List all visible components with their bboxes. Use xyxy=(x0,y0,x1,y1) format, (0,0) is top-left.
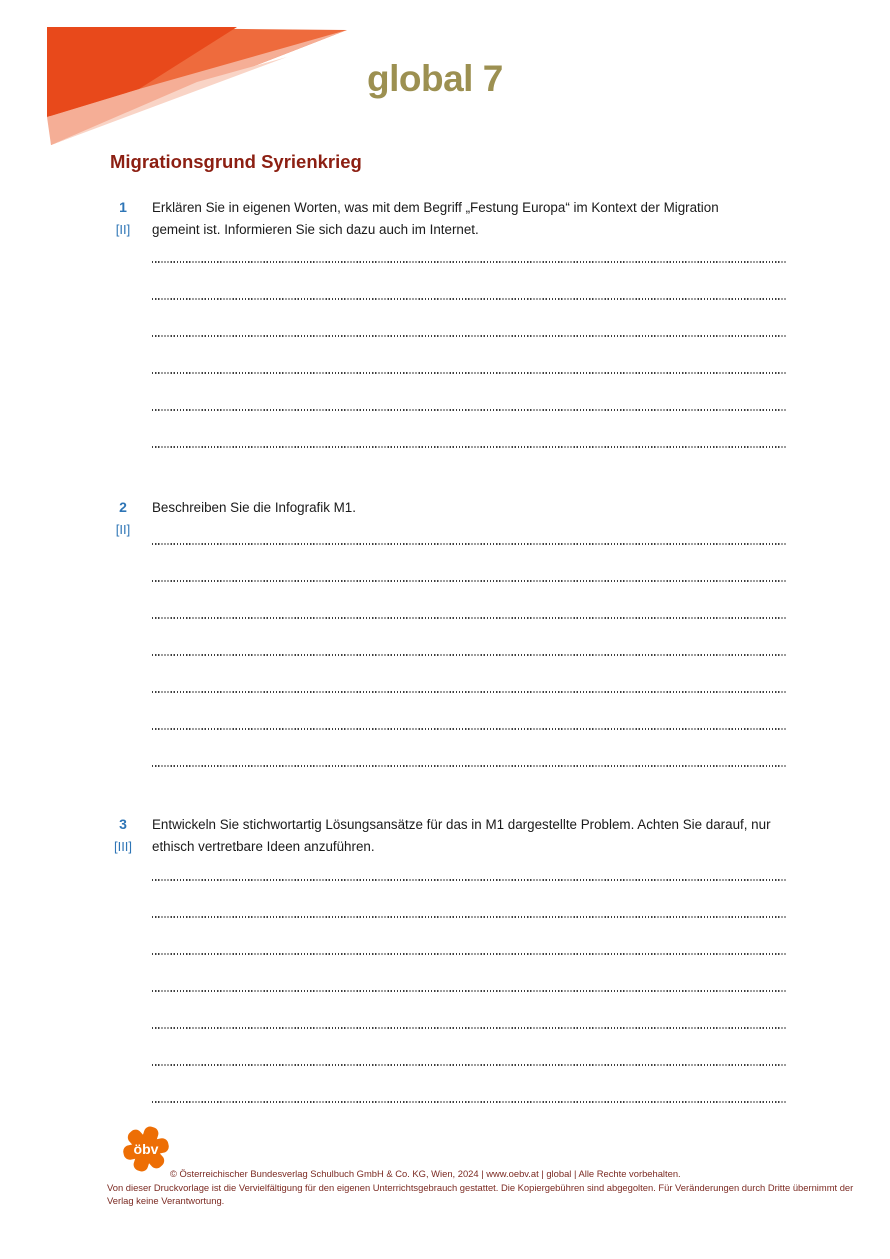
answer-line xyxy=(152,543,786,545)
task-text-line: Entwickeln Sie stichwortartig Lösungsansätze für das in M1 dargestellte Problem. Achten Sie darauf, nur xyxy=(152,817,771,832)
task-text-line: Beschreiben Sie die Infografik M1. xyxy=(152,500,356,515)
task-3-answer-lines xyxy=(152,879,786,1103)
task-number: 1 xyxy=(119,199,127,215)
answer-line xyxy=(152,691,786,693)
page-title: Migrationsgrund Syrienkrieg xyxy=(110,151,362,172)
task-text-line: Erklären Sie in eigenen Worten, was mit dem Begriff „Festung Europa“ im Kontext der Migration xyxy=(152,200,719,215)
footer-copyright-line: © Österreichischer Bundesverlag Schulbuch GmbH & Co. KG, Wien, 2024 | www.oebv.at | global | Alle Rechte vorbehalten. xyxy=(170,1168,681,1179)
task-number: 3 xyxy=(119,816,127,832)
answer-line xyxy=(152,1064,786,1066)
answer-line xyxy=(152,765,786,767)
task-text-line: ethisch vertretbare Ideen anzuführen. xyxy=(152,838,375,854)
footer-license-line: Von dieser Druckvorlage ist die Vervielfältigung für den eigenen Unterrichtsgebrauch gestattet. Die Kopiergebühren sind abgegolten. Für Veränderungen durch Dritte übernimmt der xyxy=(107,1182,854,1193)
answer-line xyxy=(152,580,786,582)
task-1-number-column xyxy=(106,197,140,240)
task-level-badge: [III] xyxy=(113,838,133,854)
oebv-logo-text: öbv xyxy=(133,1141,159,1158)
task-2-number-column xyxy=(106,497,140,540)
answer-line xyxy=(152,409,786,411)
answer-line xyxy=(152,261,786,263)
answer-line xyxy=(152,990,786,992)
task-level-badge: [II] xyxy=(115,521,131,537)
oebv-logo-icon xyxy=(122,1124,170,1174)
answer-line xyxy=(152,446,786,448)
answer-line xyxy=(152,1027,786,1029)
brand-title: global 7 xyxy=(367,58,503,99)
task-text-line: gemeint ist. Informieren Sie sich dazu auch im Internet. xyxy=(152,221,479,237)
task-level-badge: [II] xyxy=(115,221,131,237)
task-2-text xyxy=(152,497,356,519)
answer-line xyxy=(152,1101,786,1103)
task-3-number-column xyxy=(106,814,140,857)
task-1-answer-lines xyxy=(152,261,786,448)
answer-line xyxy=(152,372,786,374)
answer-line xyxy=(152,879,786,881)
answer-line xyxy=(152,335,786,337)
answer-line xyxy=(152,654,786,656)
task-2-answer-lines xyxy=(152,543,786,767)
answer-line xyxy=(152,916,786,918)
orange-flare-icon xyxy=(47,27,347,145)
answer-line xyxy=(152,617,786,619)
answer-line xyxy=(152,953,786,955)
footer-license-line-2: Verlag keine Verantwortung. xyxy=(107,1195,225,1206)
answer-line xyxy=(152,728,786,730)
task-3-text xyxy=(152,814,771,857)
answer-line xyxy=(152,298,786,300)
task-1-text xyxy=(152,197,719,240)
task-number: 2 xyxy=(119,499,127,515)
